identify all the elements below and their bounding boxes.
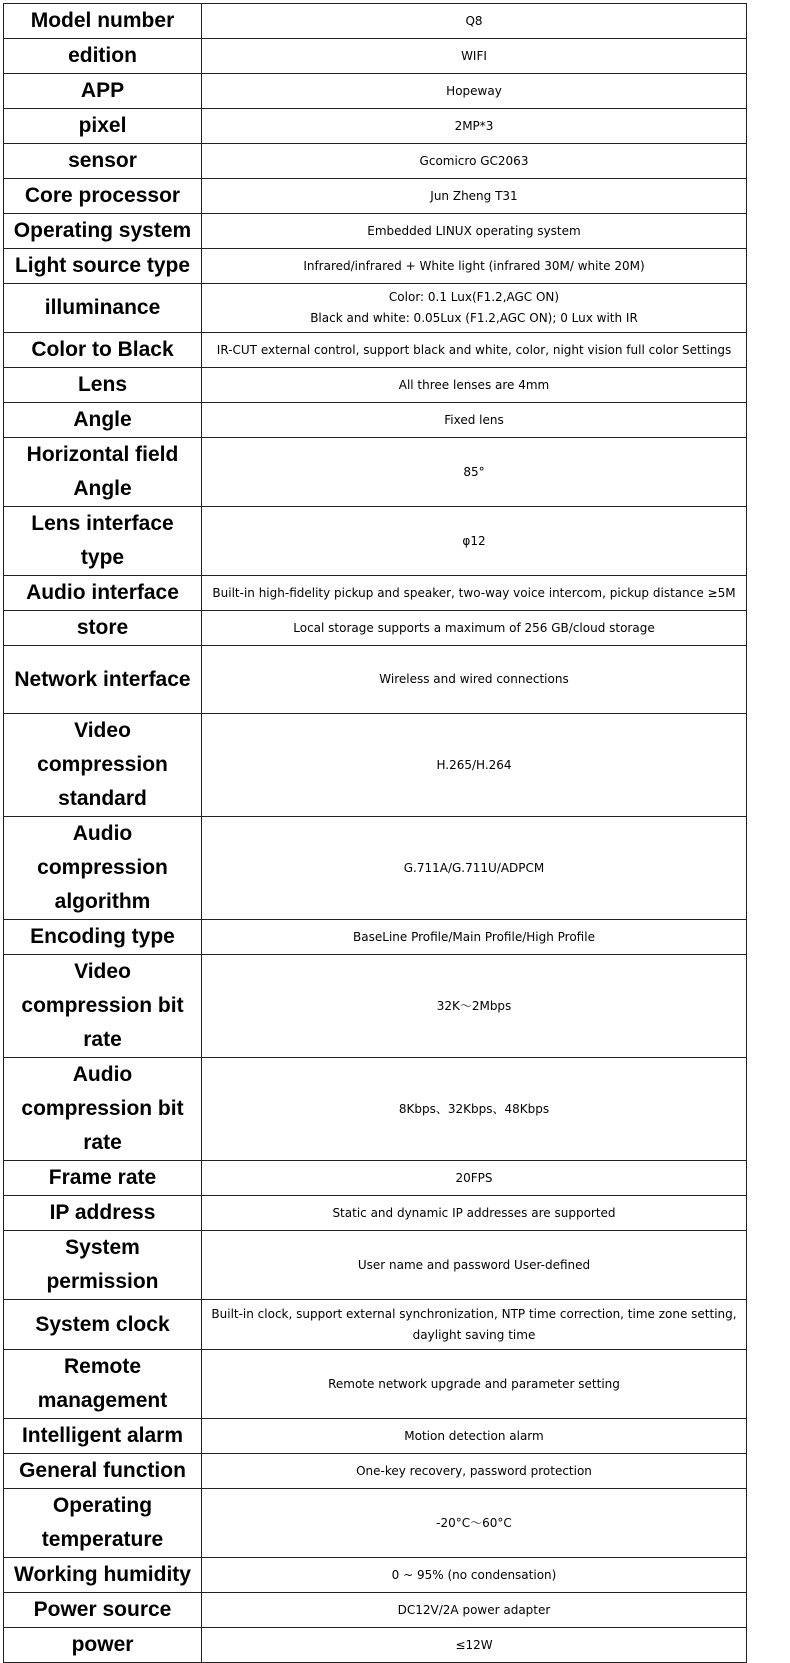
spec-row-remote-management [4, 1350, 747, 1419]
spec-row-power [4, 1628, 747, 1663]
spec-row-operating-temperature [4, 1489, 747, 1558]
spec-label: Network interface [4, 646, 202, 714]
spec-value: 20FPS [202, 1161, 747, 1196]
spec-label: Video compression standard [4, 714, 202, 817]
spec-label: Power source [4, 1593, 202, 1628]
spec-label: edition [4, 39, 202, 74]
spec-value: WIFI [202, 39, 747, 74]
spec-row-edition [4, 39, 747, 74]
spec-row-operating-system [4, 214, 747, 249]
spec-row-working-humidity [4, 1558, 747, 1593]
spec-row-encoding-type [4, 920, 747, 955]
spec-row-color-to-black [4, 333, 747, 368]
spec-value: φ12 [202, 507, 747, 576]
spec-label: Remote management [4, 1350, 202, 1419]
spec-value: 8Kbps、32Kbps、48Kbps [202, 1058, 747, 1161]
spec-label: sensor [4, 144, 202, 179]
spec-value: BaseLine Profile/Main Profile/High Profile [202, 920, 747, 955]
spec-label: Operating temperature [4, 1489, 202, 1558]
spec-label: Horizontal field Angle [4, 438, 202, 507]
spec-value: IR-CUT external control, support black and white, color, night vision full color Settings [202, 333, 747, 368]
spec-label: Lens [4, 368, 202, 403]
spec-value: Gcomicro GC2063 [202, 144, 747, 179]
spec-label: illuminance [4, 284, 202, 333]
spec-label: IP address [4, 1196, 202, 1231]
spec-value: Hopeway [202, 74, 747, 109]
spec-label: store [4, 611, 202, 646]
spec-label: Audio interface [4, 576, 202, 611]
spec-label: Angle [4, 403, 202, 438]
spec-value: Local storage supports a maximum of 256 GB/cloud storage [202, 611, 747, 646]
spec-value: -20°C～60°C [202, 1489, 747, 1558]
spec-value: Infrared/infrared + White light (infrared 30M/ white 20M) [202, 249, 747, 284]
spec-label: Light source type [4, 249, 202, 284]
spec-value: Jun Zheng T31 [202, 179, 747, 214]
spec-row-video-compression-bit-rate [4, 955, 747, 1058]
spec-value: User name and password User-defined [202, 1231, 747, 1300]
spec-value: 85° [202, 438, 747, 507]
spec-row-light-source-type [4, 249, 747, 284]
spec-row-pixel [4, 109, 747, 144]
spec-row-system-permission [4, 1231, 747, 1300]
spec-row-network-interface [4, 646, 747, 714]
spec-row-illuminance [4, 284, 747, 333]
spec-label: Operating system [4, 214, 202, 249]
spec-row-ip-address [4, 1196, 747, 1231]
spec-label: APP [4, 74, 202, 109]
spec-label: Audio compression bit rate [4, 1058, 202, 1161]
spec-label: Encoding type [4, 920, 202, 955]
spec-row-audio-compression-bit-rate [4, 1058, 747, 1161]
spec-label: Model number [4, 4, 202, 39]
spec-row-app [4, 74, 747, 109]
spec-label: General function [4, 1454, 202, 1489]
spec-value: Built-in clock, support external synchronization, NTP time correction, time zone setting, daylight saving time [202, 1300, 747, 1350]
spec-value: Embedded LINUX operating system [202, 214, 747, 249]
spec-value: DC12V/2A power adapter [202, 1593, 747, 1628]
spec-value: Motion detection alarm [202, 1419, 747, 1454]
spec-row-video-compression-standard [4, 714, 747, 817]
spec-row-horizontal-field-angle [4, 438, 747, 507]
spec-label: Core processor [4, 179, 202, 214]
spec-value: 2MP*3 [202, 109, 747, 144]
spec-row-general-function [4, 1454, 747, 1489]
spec-row-model-number [4, 4, 747, 39]
spec-label: pixel [4, 109, 202, 144]
spec-row-lens [4, 368, 747, 403]
spec-value: One-key recovery, password protection [202, 1454, 747, 1489]
spec-table [3, 3, 747, 1663]
spec-value: Static and dynamic IP addresses are supported [202, 1196, 747, 1231]
spec-row-system-clock [4, 1300, 747, 1350]
spec-label: power [4, 1628, 202, 1663]
spec-value: 32K～2Mbps [202, 955, 747, 1058]
spec-label: System permission [4, 1231, 202, 1300]
spec-label: System clock [4, 1300, 202, 1350]
spec-label: Working humidity [4, 1558, 202, 1593]
spec-row-core-processor [4, 179, 747, 214]
spec-row-store [4, 611, 747, 646]
spec-row-lens-interface-type [4, 507, 747, 576]
spec-value: Remote network upgrade and parameter setting [202, 1350, 747, 1419]
spec-row-angle [4, 403, 747, 438]
spec-value: Built-in high-fidelity pickup and speaker, two-way voice intercom, pickup distance ≥5M [202, 576, 747, 611]
spec-label: Video compression bit rate [4, 955, 202, 1058]
spec-row-frame-rate [4, 1161, 747, 1196]
spec-value: H.265/H.264 [202, 714, 747, 817]
spec-value: ≤12W [202, 1628, 747, 1663]
spec-row-audio-interface [4, 576, 747, 611]
spec-label: Color to Black [4, 333, 202, 368]
spec-label: Frame rate [4, 1161, 202, 1196]
spec-row-sensor [4, 144, 747, 179]
spec-label: Intelligent alarm [4, 1419, 202, 1454]
spec-row-audio-compression-algorithm [4, 817, 747, 920]
spec-value: 0 ~ 95% (no condensation) [202, 1558, 747, 1593]
spec-value: G.711A/G.711U/ADPCM [202, 817, 747, 920]
spec-row-power-source [4, 1593, 747, 1628]
spec-value: All three lenses are 4mm [202, 368, 747, 403]
spec-value: Color: 0.1 Lux(F1.2,AGC ON) Black and white: 0.05Lux (F1.2,AGC ON); 0 Lux with IR [202, 284, 747, 333]
spec-value: Fixed lens [202, 403, 747, 438]
spec-value: Wireless and wired connections [202, 646, 747, 714]
spec-value: Q8 [202, 4, 747, 39]
spec-label: Audio compression algorithm [4, 817, 202, 920]
spec-label: Lens interface type [4, 507, 202, 576]
spec-row-intelligent-alarm [4, 1419, 747, 1454]
